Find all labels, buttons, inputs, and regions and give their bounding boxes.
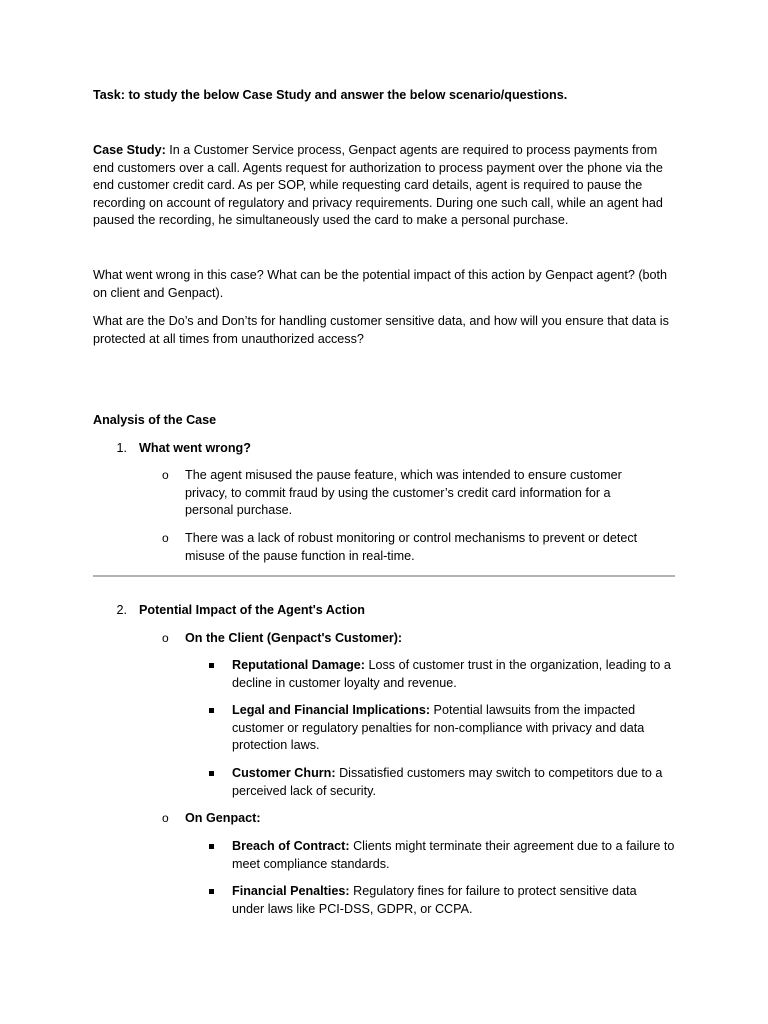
case-study-text: In a Customer Service process, Genpact agents are required to process payments from end customers over a call. Agents request for authorization to process payment over the phone via the end customer credit card. As per SOP, while requesting card details, agent is required to pause the recording on account of regulatory and privacy requirements. During one such call, while an agent had paused the recording, he simultaneously used the card to make a personal purchase. xyxy=(93,143,663,228)
circle-bullet-icon: o xyxy=(162,531,169,545)
square-bullet-icon xyxy=(209,771,214,776)
square-bullet-icon xyxy=(209,663,214,668)
square-bullet-icon xyxy=(209,844,214,849)
client-point-3 xyxy=(232,765,675,800)
genpact-point-2 xyxy=(232,883,652,918)
client-point-1 xyxy=(232,657,675,692)
list-number-2: 2. xyxy=(116,603,127,617)
client-point-2 xyxy=(232,702,667,755)
task-statement: Task: to study the below Case Study and answer the below scenario/questions. xyxy=(93,88,568,102)
client-point-1-label: Reputational Damage: xyxy=(232,658,365,672)
question-1: What went wrong in this case? What can be the potential impact of this action by Genpact agent? (both on client and Genpact). xyxy=(93,268,668,300)
item-2-title: Potential Impact of the Agent's Action xyxy=(139,603,365,617)
question-2: What are the Do’s and Don’ts for handling customer sensitive data, and how will you ensure that data is protected at all times from unauthorized access? xyxy=(93,314,669,346)
genpact-point-2-label: Financial Penalties: xyxy=(232,884,350,898)
square-bullet-icon xyxy=(209,889,214,894)
item-1-bullet-2: There was a lack of robust monitoring or control mechanisms to prevent or detect misuse of the pause function in real-time. xyxy=(185,531,638,563)
circle-bullet-icon: o xyxy=(162,811,169,825)
case-study-label: Case Study: xyxy=(93,143,166,157)
client-point-3-text: Dissatisfied customers may switch to competitors due to a perceived lack of security. xyxy=(232,766,663,798)
genpact-point-2-text: Regulatory fines for failure to protect sensitive data under laws like PCI-DSS, GDPR, or CCPA. xyxy=(232,884,637,916)
case-study-paragraph xyxy=(93,142,675,230)
client-point-1-text: Loss of customer trust in the organization, leading to a decline in customer loyalty and revenue. xyxy=(232,658,671,690)
client-point-3-label: Customer Churn: xyxy=(232,766,336,780)
item-1-title: What went wrong? xyxy=(139,441,251,455)
square-bullet-icon xyxy=(209,708,214,713)
genpact-point-1-label: Breach of Contract: xyxy=(232,839,350,853)
list-number-1: 1. xyxy=(116,441,127,455)
client-point-2-label: Legal and Financial Implications: xyxy=(232,703,431,717)
genpact-point-1-text: Clients might terminate their agreement due to a failure to meet compliance standards. xyxy=(232,839,675,871)
genpact-impact-title: On Genpact: xyxy=(185,811,261,825)
client-impact-title: On the Client (Genpact's Customer): xyxy=(185,631,403,645)
circle-bullet-icon: o xyxy=(162,631,169,645)
client-point-2-text: Potential lawsuits from the impacted customer or regulatory penalties for non-compliance with privacy and data protection laws. xyxy=(232,703,645,753)
item-1-bullet-1: The agent misused the pause feature, which was intended to ensure customer privacy, to commit fraud by using the customer’s credit card information for a personal purchase. xyxy=(185,468,622,518)
horizontal-divider xyxy=(93,575,675,577)
genpact-point-1 xyxy=(232,838,675,873)
circle-bullet-icon: o xyxy=(162,468,169,482)
analysis-heading: Analysis of the Case xyxy=(93,413,217,427)
